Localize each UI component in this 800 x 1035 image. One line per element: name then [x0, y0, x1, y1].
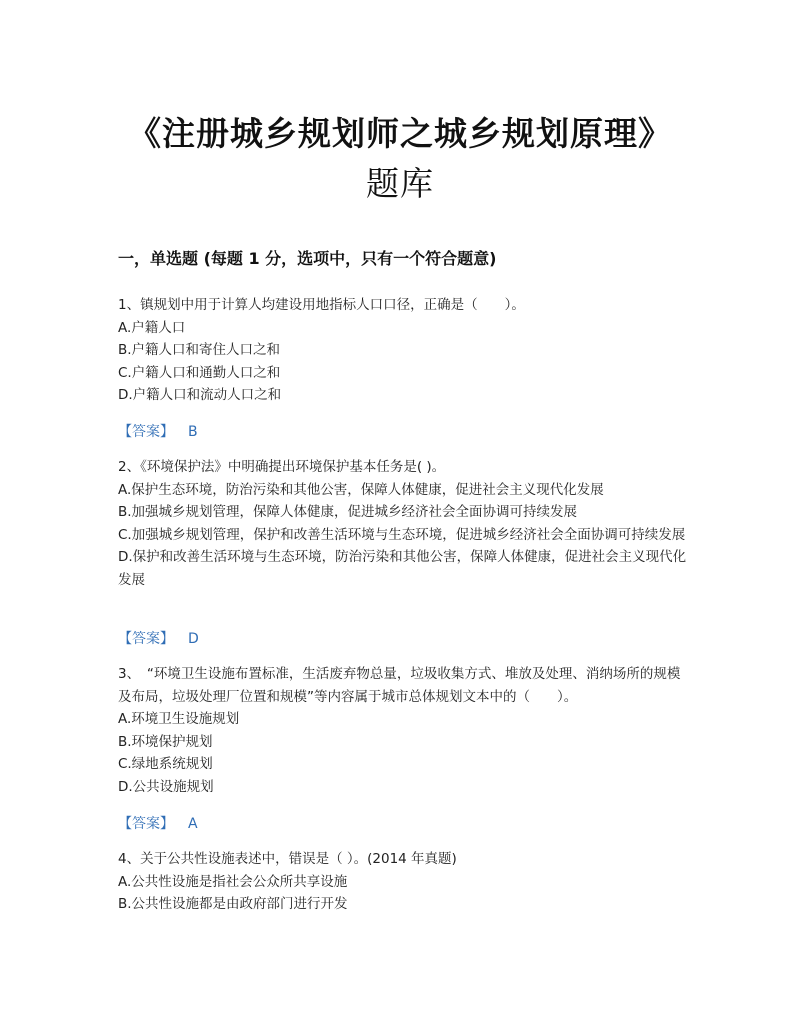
option-a: A.户籍人口 — [118, 319, 186, 336]
option-c: C.绿地系统规划 — [118, 756, 213, 772]
question-1 — [118, 294, 688, 407]
option-d: D.户籍人口和流动人口之和 — [118, 387, 282, 403]
answer-label: 【答案】 — [118, 816, 174, 832]
option-b: B.户籍人口和寄住人口之和 — [118, 342, 281, 358]
question-stem: 3、 “环境卫生设施布置标准，生活废弃物总量，垃圾收集方式、堆放及处理、消纳场所的规模及布局，垃圾处理厂位置和规模”等内容属于城市总体规划文本中的（ ）。 — [118, 666, 681, 705]
option-c: C.加强城乡规划管理，保护和改善生活环境与生态环境，促进城乡经济社会全面协调可持续发展 — [118, 526, 686, 543]
answer-label: 【答案】 — [118, 424, 174, 440]
question-4 — [118, 848, 688, 916]
answer-1 — [118, 421, 198, 441]
option-a: A.公共性设施是指社会公众所共享设施 — [118, 873, 348, 890]
answer-2 — [118, 628, 199, 648]
answer-3 — [118, 813, 198, 833]
option-b: B.环境保护规划 — [118, 733, 213, 750]
document-subtitle: 题库 — [366, 164, 434, 203]
option-a: A.保护生态环境，防治污染和其他公害，保障人体健康，促进社会主义现代化发展 — [118, 481, 604, 498]
option-d: D.保护和改善生活环境与生态环境，防治污染和其他公害，保障人体健康，促进社会主义现代化发展 — [118, 549, 687, 588]
option-c: C.户籍人口和通勤人口之和 — [118, 364, 281, 381]
question-stem: 2、《环境保护法》中明确提出环境保护基本任务是( )。 — [118, 459, 446, 475]
question-stem: 1、镇规划中用于计算人均建设用地指标人口口径，正确是（ ）。 — [118, 297, 525, 313]
answer-value: B — [188, 424, 198, 440]
option-d: D.公共设施规划 — [118, 778, 214, 795]
answer-value: A — [188, 816, 198, 832]
section-heading: 一，单选题 (每题 1 分，选项中，只有一个符合题意) — [118, 249, 497, 268]
option-a: A.环境卫生设施规划 — [118, 711, 240, 727]
question-3 — [118, 663, 688, 798]
answer-label: 【答案】 — [118, 631, 174, 647]
question-2 — [118, 456, 688, 591]
option-b: B.加强城乡规划管理，保障人体健康，促进城乡经济社会全面协调可持续发展 — [118, 504, 578, 520]
answer-value: D — [188, 631, 199, 647]
question-stem: 4、关于公共性设施表述中，错误是（ ）。(2014 年真题) — [118, 851, 457, 867]
document-title: 《注册城乡规划师之城乡规划原理》 — [128, 114, 672, 153]
option-b: B.公共性设施都是由政府部门进行开发 — [118, 896, 348, 912]
